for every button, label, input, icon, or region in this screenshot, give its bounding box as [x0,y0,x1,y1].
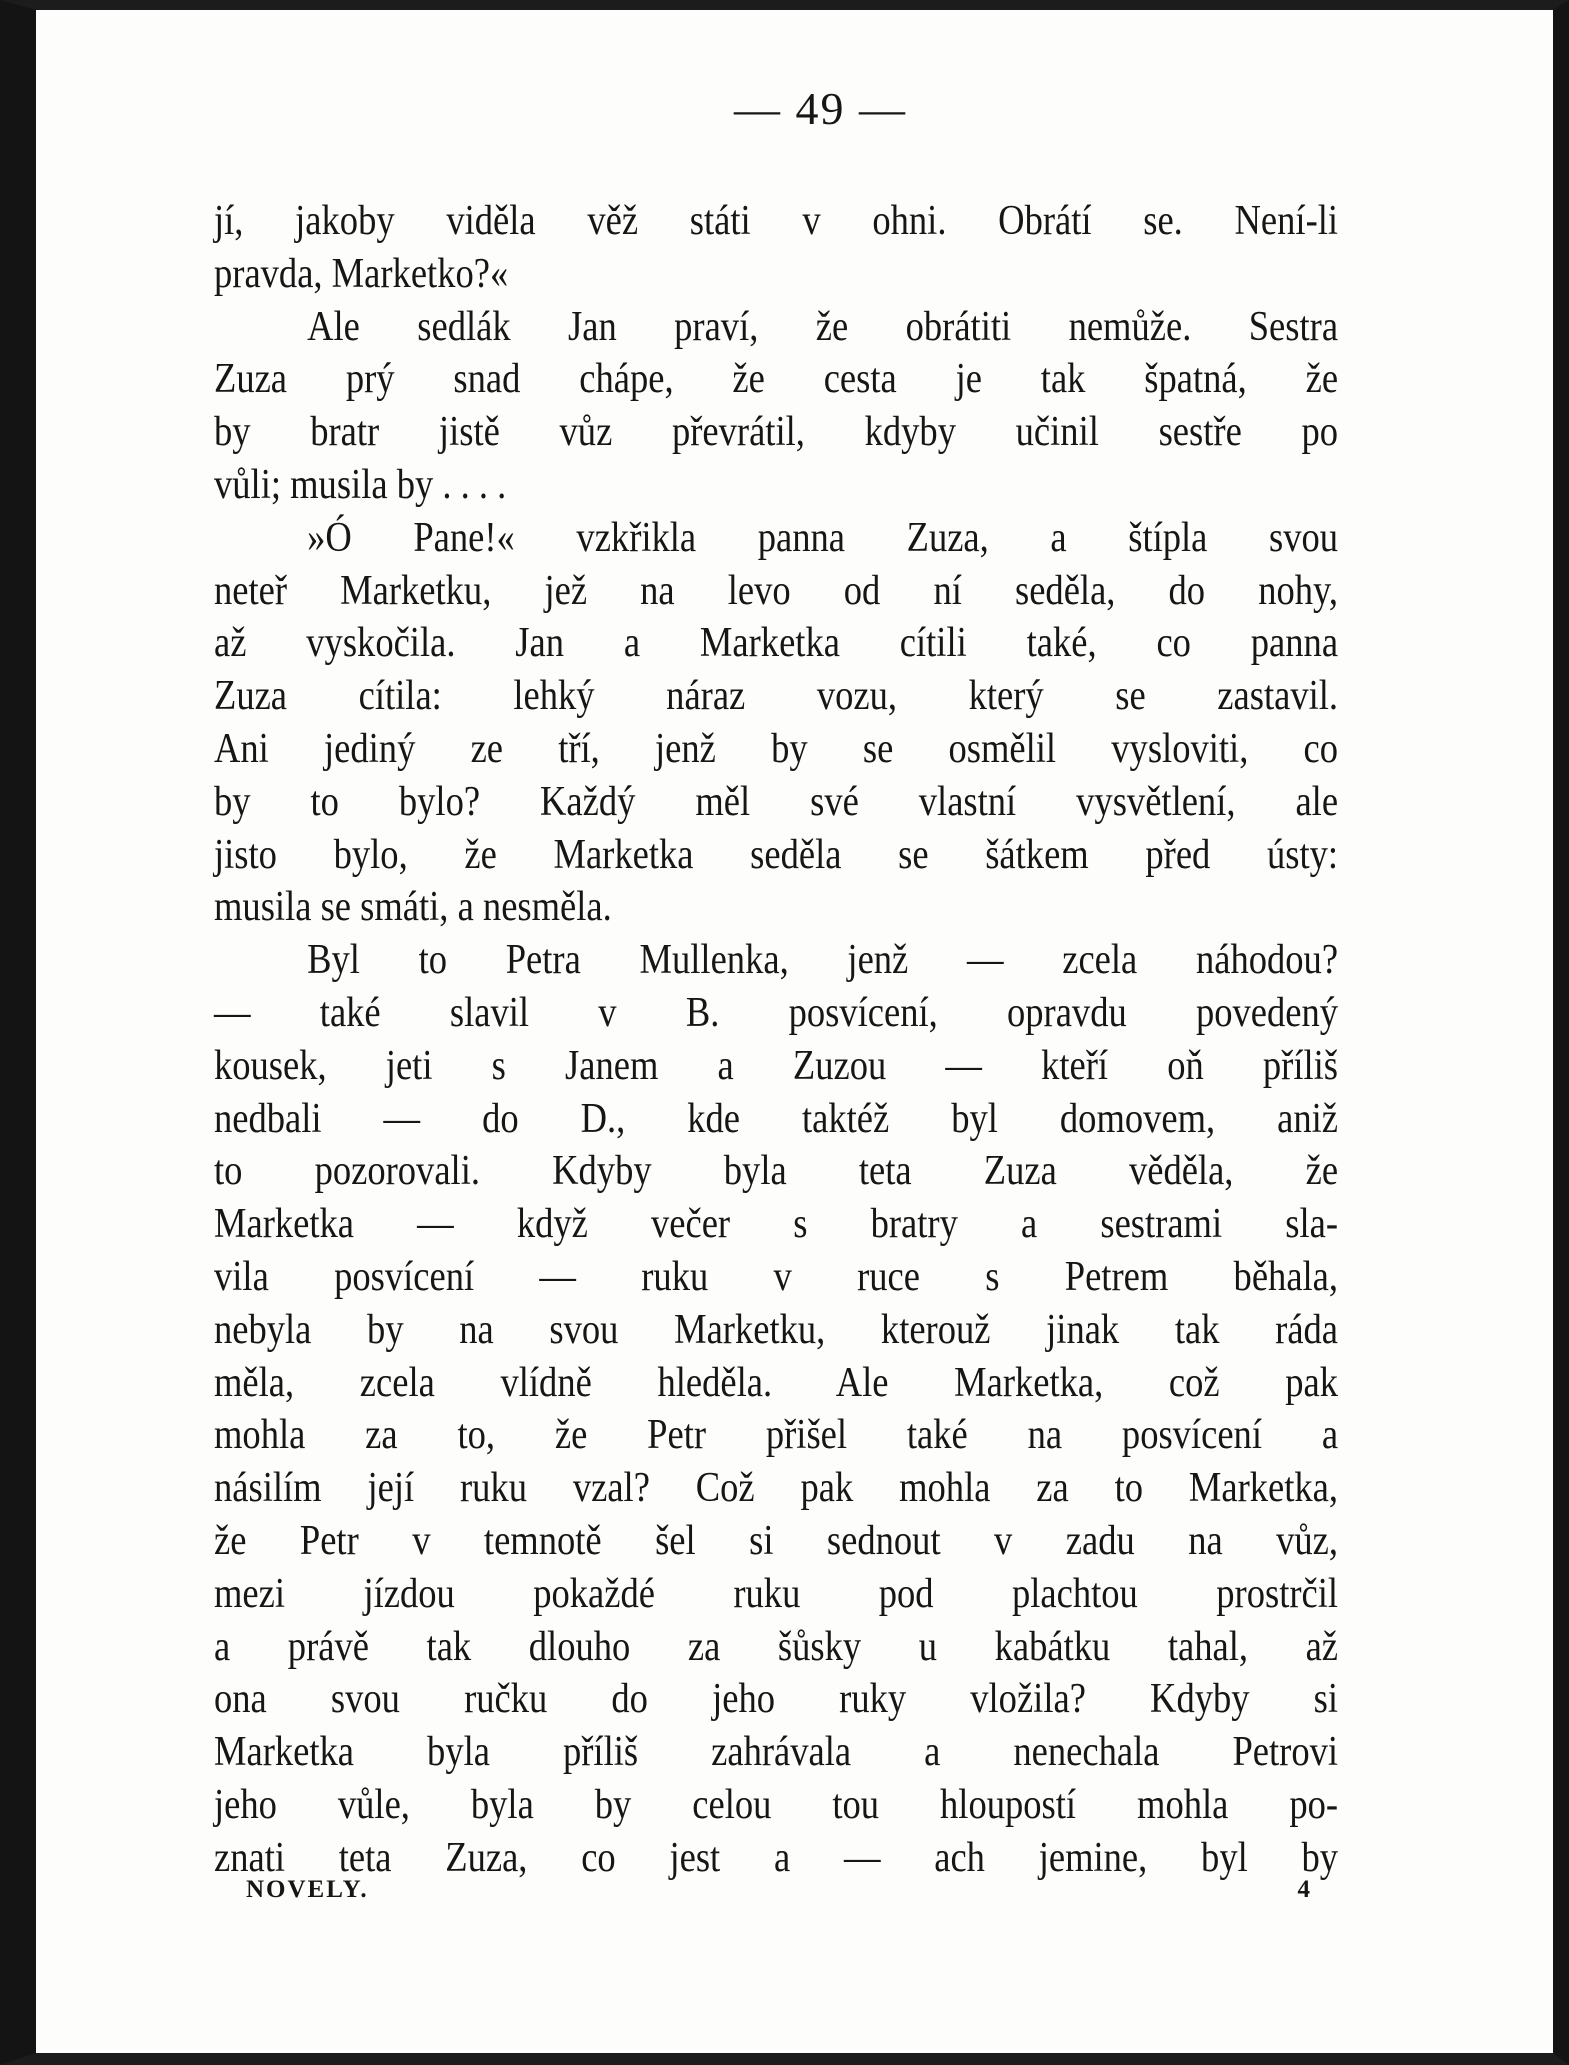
text-line: — také slavil v B. posvícení, opravdu povedený [214,989,1339,1036]
text-line: kousek, jeti s Janem a Zuzou — kteří oň příliš [214,1042,1339,1089]
text-line: mezi jízdou pokaždé ruku pod plachtou prostrčil [214,1570,1339,1617]
text-line: jí, jakoby viděla věž státi v ohni. Obrátí se. Není-li [214,198,1339,244]
text-line: by bratr jistě vůz převrátil, kdyby učinil sestře po [214,409,1339,456]
page-number: — 49 — [734,83,907,134]
text-line: jisto bylo, že Marketka seděla se šátkem před ústy: [214,831,1339,878]
text-line: by to bylo? Každý měl své vlastní vysvětlení, ale [214,778,1339,825]
text-line: násilím její ruku vzal? Což pak mohla za to Marketka, [214,1465,1339,1512]
text-line: nedbali — do D., kde taktéž byl domovem, aniž [214,1095,1339,1142]
text-line: a právě tak dlouho za šůsky u kabátku tahal, až [214,1623,1339,1670]
text-line: znati teta Zuza, co jest a — ach jemine, byl by [214,1834,1339,1881]
text-line: ona svou ručku do jeho ruky vložila? Kdyby si [214,1676,1339,1723]
text-line: jeho vůle, byla by celou tou hloupostí mohla po- [214,1781,1339,1828]
text-line: mohla za to, že Petr přišel také na posvícení a [214,1412,1339,1459]
text-line: až vyskočila. Jan a Marketka cítili také, co panna [214,620,1339,667]
body-text [214,195,1338,1885]
text-line: že Petr v temnotě šel si sednout v zadu na vůz, [214,1517,1339,1564]
text-line: to pozorovali. Kdyby byla teta Zuza věděla, že [214,1148,1339,1195]
text-line: vůli; musila by . . . . [214,461,507,508]
text-line: neteř Marketku, jež na levo od ní seděla, do nohy, [214,567,1339,614]
text-line: Zuza cítila: lehký náraz vozu, který se zastavil. [214,673,1339,720]
signature-mark: 4 [1297,1876,1312,1903]
text-line: pravda, Marketko?« [214,250,509,297]
text-line: Byl to Petra Mullenka, jenž — zcela náhodou? [307,937,1339,984]
text-line: Marketka byla příliš zahrávala a nenechala Petrovi [214,1729,1339,1776]
text-line: nebyla by na svou Marketku, kterouž jinak tak ráda [214,1306,1339,1353]
text-line: měla, zcela vlídně hleděla. Ale Marketka, což pak [214,1359,1339,1406]
text-line: vila posvícení — ruku v ruce s Petrem běhala, [214,1253,1339,1300]
text-line: musila se smáti, a nesměla. [214,884,612,931]
footer-title: NOVELY. [246,1876,369,1903]
text-line: Zuza prý snad chápe, že cesta je tak špatná, že [214,356,1339,403]
text-line: »Ó Pane!« vzkřikla panna Zuza, a štípla svou [307,514,1339,561]
text-line: Ani jediný ze tří, jenž by se osmělil vysloviti, co [214,725,1339,772]
text-line: Marketka — když večer s bratry a sestrami sla- [214,1201,1339,1248]
text-line: Ale sedlák Jan praví, že obrátiti nemůže. Sestra [307,303,1339,350]
